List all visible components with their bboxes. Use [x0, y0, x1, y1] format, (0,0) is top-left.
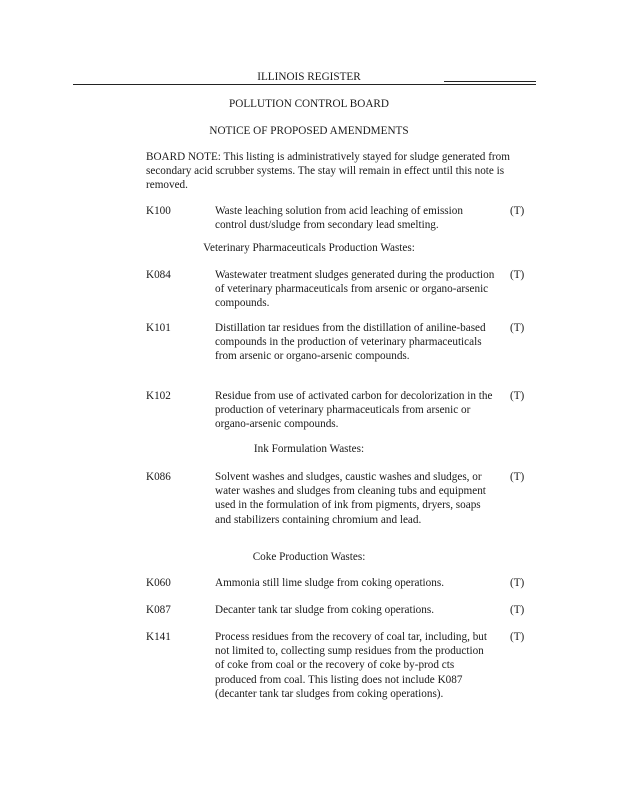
- agency-name: POLLUTION CONTROL BOARD: [229, 98, 389, 110]
- waste-code: K102: [146, 390, 171, 402]
- waste-code: K141: [146, 631, 171, 643]
- hazard-code: (T): [510, 604, 525, 616]
- waste-code: K100: [146, 205, 171, 217]
- waste-code: K084: [146, 269, 171, 281]
- waste-description: Distillation tar residues from the distillation of aniline-based compounds in the production of veterinary pharmaceuticals from arsenic or organo-arsenic compounds.: [215, 322, 486, 363]
- waste-description: Decanter tank tar sludge from coking operations.: [215, 604, 435, 616]
- board-note: BOARD NOTE: This listing is administratively stayed for sludge generated from secondary acid scrubber systems. The stay will remain in effect until this note is removed.: [146, 151, 510, 192]
- hazard-code: (T): [510, 390, 525, 402]
- section-heading: Ink Formulation Wastes:: [253, 443, 365, 455]
- waste-description: Process residues from the recovery of coal tar, including, but not limited to, collecting sump residues from the production of coke from coal or the recovery of coke by-prod cts produced from coal. This listing does not include K087 (decanter tank tar sludges from coking operations).: [215, 631, 488, 700]
- section-heading: Coke Production Wastes:: [252, 551, 366, 563]
- waste-code: K060: [146, 577, 171, 589]
- waste-code: K086: [146, 471, 171, 483]
- hazard-code: (T): [510, 577, 525, 589]
- section-heading: Veterinary Pharmaceuticals Production Wastes:: [203, 242, 415, 254]
- waste-code: K087: [146, 604, 171, 616]
- hazard-code: (T): [510, 631, 525, 643]
- hazard-code: (T): [510, 205, 525, 217]
- waste-description: Waste leaching solution from acid leaching of emission control dust/sludge from secondary lead smelting.: [215, 205, 463, 232]
- hazard-code: (T): [510, 322, 525, 334]
- waste-description: Residue from use of activated carbon for decolorization in the production of veterinary pharmaceuticals from arsenic or organo-arsenic compounds.: [215, 390, 493, 431]
- waste-description: Ammonia still lime sludge from coking operations.: [215, 577, 444, 589]
- waste-code: K101: [146, 322, 171, 334]
- hazard-code: (T): [510, 471, 525, 483]
- hazard-code: (T): [510, 269, 525, 281]
- notice-title: NOTICE OF PROPOSED AMENDMENTS: [209, 125, 409, 137]
- waste-description: Solvent washes and sludges, caustic washes and sludges, or water washes and sludges from cleaning tubs and equipment used in the formulation of ink from pigments, dryers, soaps and stabilizers containing chromium and lead.: [215, 471, 486, 526]
- register-title: ILLINOIS REGISTER: [257, 71, 361, 83]
- waste-description: Wastewater treatment sludges generated during the production of veterinary pharmaceuticals from arsenic or organo-arsenic compounds.: [215, 269, 495, 310]
